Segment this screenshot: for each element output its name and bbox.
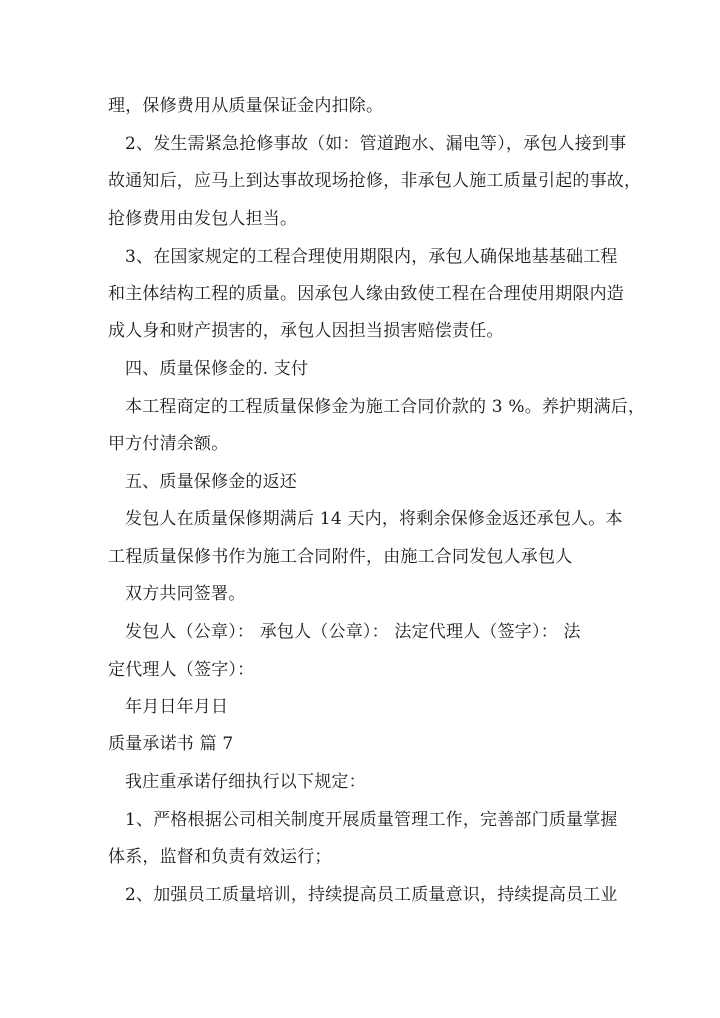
text-line: 理，保修费用从质量保证金内扣除。 bbox=[108, 96, 384, 116]
text-line: 抢修费用由发包人担当。 bbox=[108, 209, 298, 229]
text-line: 3、在国家规定的工程合理使用期限内，承包人确保地基基础工程 bbox=[125, 247, 618, 267]
text-line: 我庄重承诺仔细执行以下规定： bbox=[125, 772, 366, 792]
section-heading: 四、质量保修金的. 支付 bbox=[125, 359, 309, 379]
text-line: 故通知后，应马上到达事故现场抢修，非承包人施工质量引起的事故， bbox=[108, 171, 642, 191]
text-line: 2、发生需紧急抢修事故（如：管道跑水、漏电等），承包人接到事 bbox=[125, 134, 627, 154]
signature-line: 定代理人（签字）： bbox=[108, 660, 255, 680]
section-heading: 五、质量保修金的返还 bbox=[125, 472, 297, 492]
date-line: 年月日年月日 bbox=[125, 697, 229, 717]
text-line: 工程质量保修书作为施工合同附件，由施工合同发包人承包人 bbox=[108, 547, 573, 567]
text-line: 双方共同签署。 bbox=[125, 584, 246, 604]
text-line: 本工程商定的工程质量保修金为施工合同价款的 3 %。养护期满后， bbox=[125, 397, 646, 417]
article-title: 质量承诺书 篇 7 bbox=[108, 734, 234, 754]
text-line: 和主体结构工程的质量。因承包人缘由致使工程在合理使用期限内造 bbox=[108, 284, 624, 304]
text-line: 1、严格根据公司相关制度开展质量管理工作，完善部门质量掌握 bbox=[125, 810, 618, 830]
text-line: 甲方付清余额。 bbox=[108, 434, 229, 454]
signature-line: 发包人（公章）： 承包人（公章）： 法定代理人（签字）： 法 bbox=[125, 622, 581, 642]
text-line: 发包人在质量保修期满后 14 天内，将剩余保修金返还承包人。本 bbox=[125, 509, 623, 529]
text-line: 成人身和财产损害的，承包人因担当损害赔偿责任。 bbox=[108, 321, 504, 341]
text-line: 2、加强员工质量培训，持续提高员工质量意识，持续提高员工业 bbox=[125, 885, 618, 905]
text-line: 体系，监督和负责有效运行； bbox=[108, 847, 332, 867]
